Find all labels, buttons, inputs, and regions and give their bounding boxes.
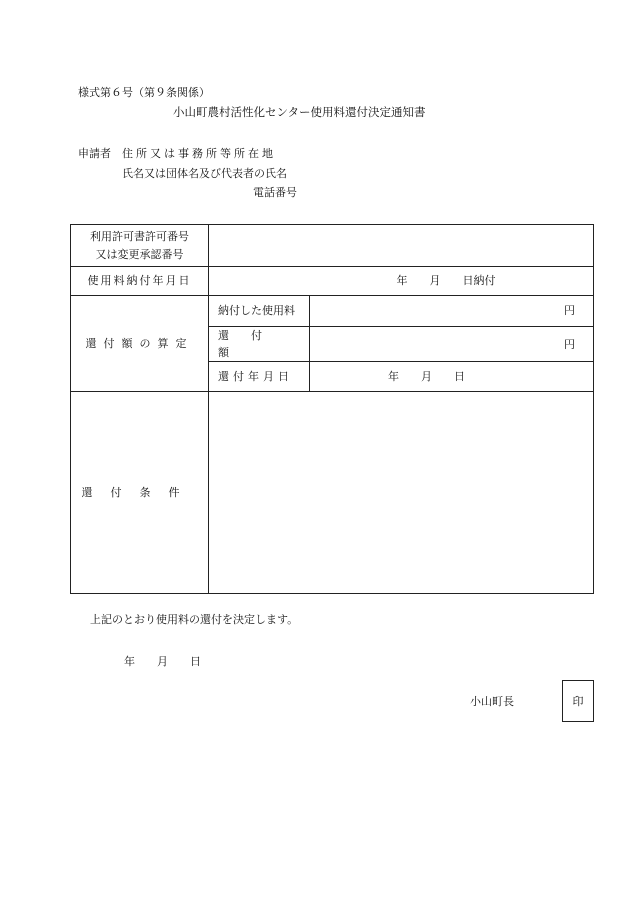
address-label: 住所又は事務所等所在地 [122,147,276,160]
phone-label: 電話番号 [253,186,297,199]
refund-date-value: 年 月 日 [310,362,594,392]
table-row [71,296,594,327]
permit-number-line1: 利用許可書許可番号 [90,230,189,244]
conditions-label: 還付条件 [71,392,209,594]
table-row [71,392,594,594]
refund-calc-label: 還付額の算定 [71,296,209,392]
paid-fee-unit: 円 [310,296,594,327]
payment-date-label: 使用料納付年月日 [71,267,209,296]
conditions-value[interactable] [209,392,594,594]
decision-statement: 上記のとおり使用料の還付を決定します。 [90,613,299,626]
form-number: 様式第６号（第９条関係） [78,86,210,99]
table-row [71,267,594,296]
permit-number-value[interactable] [209,225,594,267]
issuer-name: 小山町長 [470,695,514,708]
document-title: 小山町農村活性化センター使用料還付決定通知書 [173,105,426,119]
seal-box [562,680,594,722]
refund-table [70,224,594,594]
paid-fee-label: 納付した使用料 [209,296,310,327]
refund-amount-unit: 円 [310,327,594,362]
permit-number-line2: 又は変更承認番号 [95,247,184,261]
permit-number-label [71,225,209,267]
name-label: 氏名又は団体名及び代表者の氏名 [122,167,287,180]
payment-date-value: 年 月 日納付 [209,267,594,296]
table-row [71,225,594,267]
applicant-label: 申請者 [78,147,111,160]
seal-label: 印 [572,695,584,708]
issue-date: 年 月 日 [124,655,201,668]
refund-date-label: 還付年月日 [209,362,310,392]
refund-amount-label: 還付額 [209,327,310,362]
